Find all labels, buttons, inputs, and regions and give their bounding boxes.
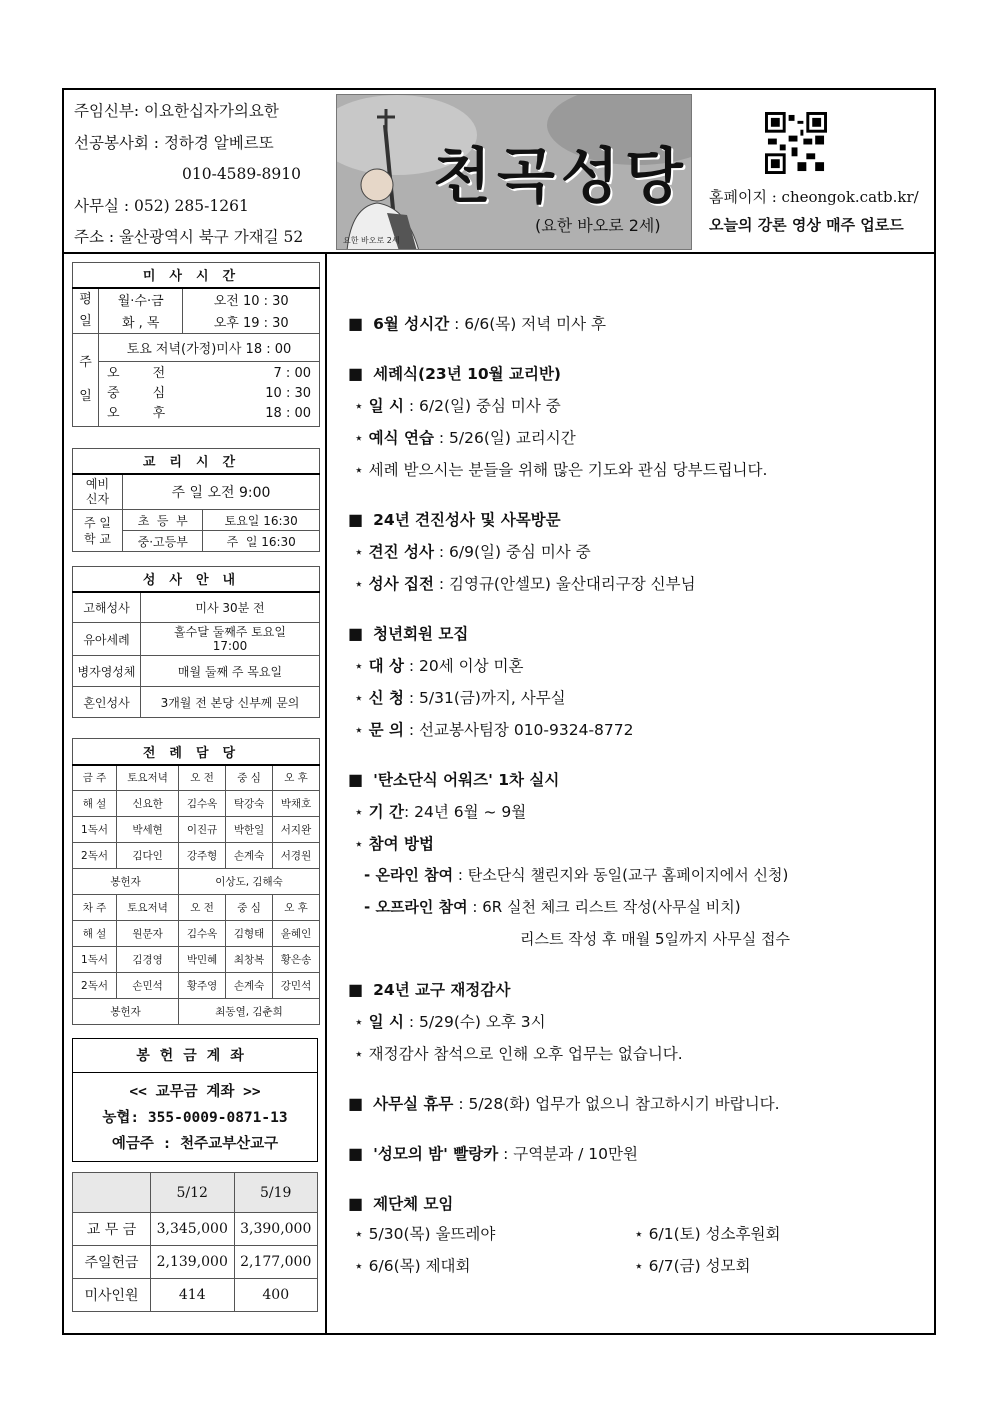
lecture-note: 오늘의 강론 영상 매주 업로드 — [709, 216, 904, 234]
notice-line: ⋆ 세례 받으시는 분들을 위해 많은 기도와 관심 당부드립니다. — [354, 461, 768, 479]
duty-person: 김경영 — [117, 947, 179, 973]
account-holder: 예금주 : 천주교부산교구 — [111, 1136, 279, 1152]
stats-label: 주일헌금 — [73, 1246, 151, 1279]
duty-header: 오 전 — [179, 765, 226, 791]
mass-days: 화 , 목 — [99, 310, 183, 333]
duty-person: 원문자 — [117, 921, 179, 947]
notice-audit: ■ 24년 교구 재정감사 — [348, 980, 511, 999]
pastor: 주임신부: 이요한십자가의요한 — [74, 102, 279, 120]
qr-code-icon[interactable] — [765, 112, 827, 174]
notice-baptism: ■ 세례식(23년 10월 교리반) — [348, 364, 562, 383]
stats-date: 5/19 — [234, 1173, 318, 1213]
group-meeting-item: ⋆ 6/7(금) 성모회 — [634, 1257, 751, 1275]
notice-youth: ■ 청년회원 모집 — [348, 624, 469, 643]
church-name: 천곡성당 — [433, 142, 689, 212]
duty-role: 봉헌자 — [73, 869, 179, 895]
duty-person: 김형태 — [226, 921, 273, 947]
duty-role: 해 설 — [73, 791, 117, 817]
duty-person: 강민석 — [273, 973, 320, 999]
duty-person: 탁강숙 — [226, 791, 273, 817]
stats-corner — [73, 1173, 151, 1213]
duty-person: 김다인 — [117, 843, 179, 869]
sunday-mass-name: 중 심 — [107, 385, 166, 401]
stats-date: 5/12 — [151, 1173, 235, 1213]
duty-person: 황주영 — [179, 973, 226, 999]
duty-header: 오 전 — [179, 895, 226, 921]
sacrament-name: 혼인성사 — [73, 687, 141, 718]
sacrament-info: 매월 둘째 주 목요일 — [141, 656, 320, 687]
notice-confirmation: ■ 24년 견진성사 및 사목방문 — [348, 510, 561, 529]
duty-person: 박한일 — [226, 817, 273, 843]
duty-person: 이진규 — [179, 817, 226, 843]
stats-label: 교 무 금 — [73, 1213, 151, 1246]
liturgy-duty-table — [72, 738, 320, 1025]
duty-person: 박채호 — [273, 791, 320, 817]
office-phone: 사무실 : 052) 285-1261 — [74, 196, 249, 215]
address: 주소 : 울산광역시 북구 가재길 52 — [74, 228, 304, 246]
notice-line: 리스트 작성 후 매월 5일까지 사무실 접수 — [520, 930, 790, 948]
duty-person: 손계숙 — [226, 973, 273, 999]
notice-line: ⋆ 예식 연습 : 5/26(일) 교리시간 — [354, 429, 576, 447]
mass-times-table — [72, 262, 320, 427]
notice-line: ⋆ 참여 방법 — [354, 835, 434, 853]
sunday-mass-list — [99, 361, 320, 426]
liturgy-title: 전례담당 — [73, 739, 320, 765]
sunday-mass-time: 7 : 00 — [273, 365, 311, 381]
notice-holy-hour: ■ 6월 성시간 : 6/6(목) 저녁 미사 후 — [348, 314, 606, 333]
notice-marian-night: ■ '성모의 밤' 빨랑카 : 구역분과 / 10만원 — [348, 1144, 638, 1163]
notice-line: ⋆ 성사 집전 : 김영규(안셀모) 울산대리구장 신부님 — [354, 575, 696, 593]
duty-person: 강주형 — [179, 843, 226, 869]
sacrament-info: 홀수달 둘째주 토요일 17:00 — [141, 623, 320, 656]
sunday-school-label: 주 일 학 교 — [73, 510, 123, 552]
sunday-mass-time: 10 : 30 — [265, 385, 311, 401]
duty-role: 2독서 — [73, 973, 117, 999]
duty-person: 서지완 — [273, 817, 320, 843]
offering-account-box — [72, 1038, 318, 1162]
sacraments-table — [72, 566, 320, 718]
photo-caption: 요한 바오로 2세 — [343, 236, 400, 245]
saturday-mass: 토요 저녁(가정)미사 18 : 00 — [99, 333, 320, 361]
notice-groups: ■ 제단체 모임 — [348, 1194, 454, 1213]
notice-line: - 온라인 참여 : 탄소단식 챌린지와 동일(교구 홈페이지에서 신청) — [364, 866, 789, 884]
notice-line: ⋆ 견진 성사 : 6/9(일) 중심 미사 중 — [354, 543, 591, 561]
duty-person: 김수옥 — [179, 921, 226, 947]
stats-value: 3,390,000 — [234, 1213, 318, 1246]
duty-person: 박세현 — [117, 817, 179, 843]
notice-line: ⋆ 일 시 : 5/29(수) 오후 3시 — [354, 1013, 546, 1031]
duty-person: 김수옥 — [179, 791, 226, 817]
notice-line: ⋆ 기 간: 24년 6월 ~ 9월 — [354, 803, 527, 821]
sacrament-name: 병자영성체 — [73, 656, 141, 687]
notice-line: ⋆ 일 시 : 6/2(일) 중심 미사 중 — [354, 397, 561, 415]
stats-value: 2,177,000 — [234, 1246, 318, 1279]
sacrament-name: 고해성사 — [73, 592, 141, 623]
column-divider — [325, 254, 327, 1335]
duty-person: 황은송 — [273, 947, 320, 973]
duty-person: 박민혜 — [179, 947, 226, 973]
sunday-mass-name: 오 후 — [107, 405, 166, 421]
account-number: 농협: 355-0009-0871-13 — [102, 1110, 288, 1126]
mass-times-title: 미사시간 — [73, 263, 320, 288]
duty-person: 서경원 — [273, 843, 320, 869]
duty-header: 토요저녁 — [117, 765, 179, 791]
sunday-label: 주 일 — [73, 333, 99, 426]
duty-role: 봉헌자 — [73, 999, 179, 1025]
weekday-label: 평 일 — [73, 288, 99, 334]
stats-value: 2,139,000 — [151, 1246, 235, 1279]
group-meeting-item: ⋆ 5/30(목) 울뜨레야 — [354, 1225, 496, 1243]
duty-person: 최창복 — [226, 947, 273, 973]
duty-header: 차 주 — [73, 895, 117, 921]
bulletin-frame — [62, 88, 936, 1335]
notice-line: ⋆ 재정감사 참석으로 인해 오후 업무는 없습니다. — [354, 1045, 683, 1063]
stats-value: 414 — [151, 1279, 235, 1312]
catechumen-time: 주 일 오전 9:00 — [123, 474, 320, 510]
notice-office-closed: ■ 사무실 휴무 : 5/28(화) 업무가 없으니 참고하시기 바랍니다. — [348, 1094, 780, 1113]
school-group: 중·고등부 — [123, 531, 203, 552]
sacrament-name: 유아세례 — [73, 623, 141, 656]
stats-label: 미사인원 — [73, 1279, 151, 1312]
duty-header: 오 후 — [273, 895, 320, 921]
school-time: 토요일 16:30 — [203, 510, 320, 531]
council-phone: 010-4589-8910 — [182, 165, 301, 183]
duty-person: 이상도, 김해숙 — [179, 869, 320, 895]
duty-person: 손민석 — [117, 973, 179, 999]
notice-line: ⋆ 대 상 : 20세 이상 미혼 — [354, 657, 524, 675]
homepage-link[interactable]: 홈페이지 : cheongok.catb.kr/ — [709, 188, 919, 206]
stats-value: 3,345,000 — [151, 1213, 235, 1246]
duty-person: 최동열, 김춘희 — [179, 999, 320, 1025]
catechism-table — [72, 448, 320, 552]
sacraments-title: 성사안내 — [73, 567, 320, 592]
notice-line: ⋆ 문 의 : 선교봉사팀장 010-9324-8772 — [354, 721, 634, 739]
duty-person: 윤혜인 — [273, 921, 320, 947]
duty-header: 중 심 — [226, 895, 273, 921]
duty-header: 금 주 — [73, 765, 117, 791]
notice-line: ⋆ 신 청 : 5/31(금)까지, 사무실 — [354, 689, 566, 707]
duty-header: 토요저녁 — [117, 895, 179, 921]
patron-saint: (요한 바오로 2세) — [535, 216, 661, 235]
group-meeting-item: ⋆ 6/6(목) 제대회 — [354, 1257, 471, 1275]
duty-person: 신요한 — [117, 791, 179, 817]
duty-role: 1독서 — [73, 817, 117, 843]
catechumen-label: 예비 신자 — [73, 474, 123, 510]
stats-value: 400 — [234, 1279, 318, 1312]
church-info — [74, 96, 303, 254]
sacrament-info: 3개월 전 본당 신부께 문의 — [141, 687, 320, 718]
catechism-title: 교리시간 — [73, 449, 320, 474]
account-heading: << 교무금 계좌 >> — [129, 1084, 261, 1100]
sacrament-info: 미사 30분 전 — [141, 592, 320, 623]
school-time: 주 일 16:30 — [203, 531, 320, 552]
sunday-mass-name: 오 전 — [107, 365, 166, 381]
duty-person: 손계숙 — [226, 843, 273, 869]
duty-role: 해 설 — [73, 921, 117, 947]
header — [64, 90, 934, 254]
mass-time: 오전 10 : 30 — [183, 288, 320, 311]
council: 선공봉사회 : 정하경 알베르또 — [74, 133, 274, 152]
church-banner — [336, 94, 692, 250]
account-title: 봉헌금계좌 — [73, 1039, 317, 1073]
offering-stats-table — [72, 1172, 318, 1312]
sunday-mass-time: 18 : 00 — [265, 405, 311, 421]
duty-role: 1독서 — [73, 947, 117, 973]
duty-header: 오 후 — [273, 765, 320, 791]
duty-header: 중 심 — [226, 765, 273, 791]
mass-days: 월·수·금 — [99, 288, 183, 311]
group-meeting-item: ⋆ 6/1(토) 성소후원회 — [634, 1225, 781, 1243]
notice-line: - 오프라인 참여 : 6R 실천 체크 리스트 작성(사무실 비치) — [364, 898, 741, 916]
duty-role: 2독서 — [73, 843, 117, 869]
notice-carbon-fast: ■ '탄소단식 어워즈' 1차 실시 — [348, 770, 560, 789]
mass-time: 오후 19 : 30 — [183, 310, 320, 333]
school-group: 초 등 부 — [123, 510, 203, 531]
